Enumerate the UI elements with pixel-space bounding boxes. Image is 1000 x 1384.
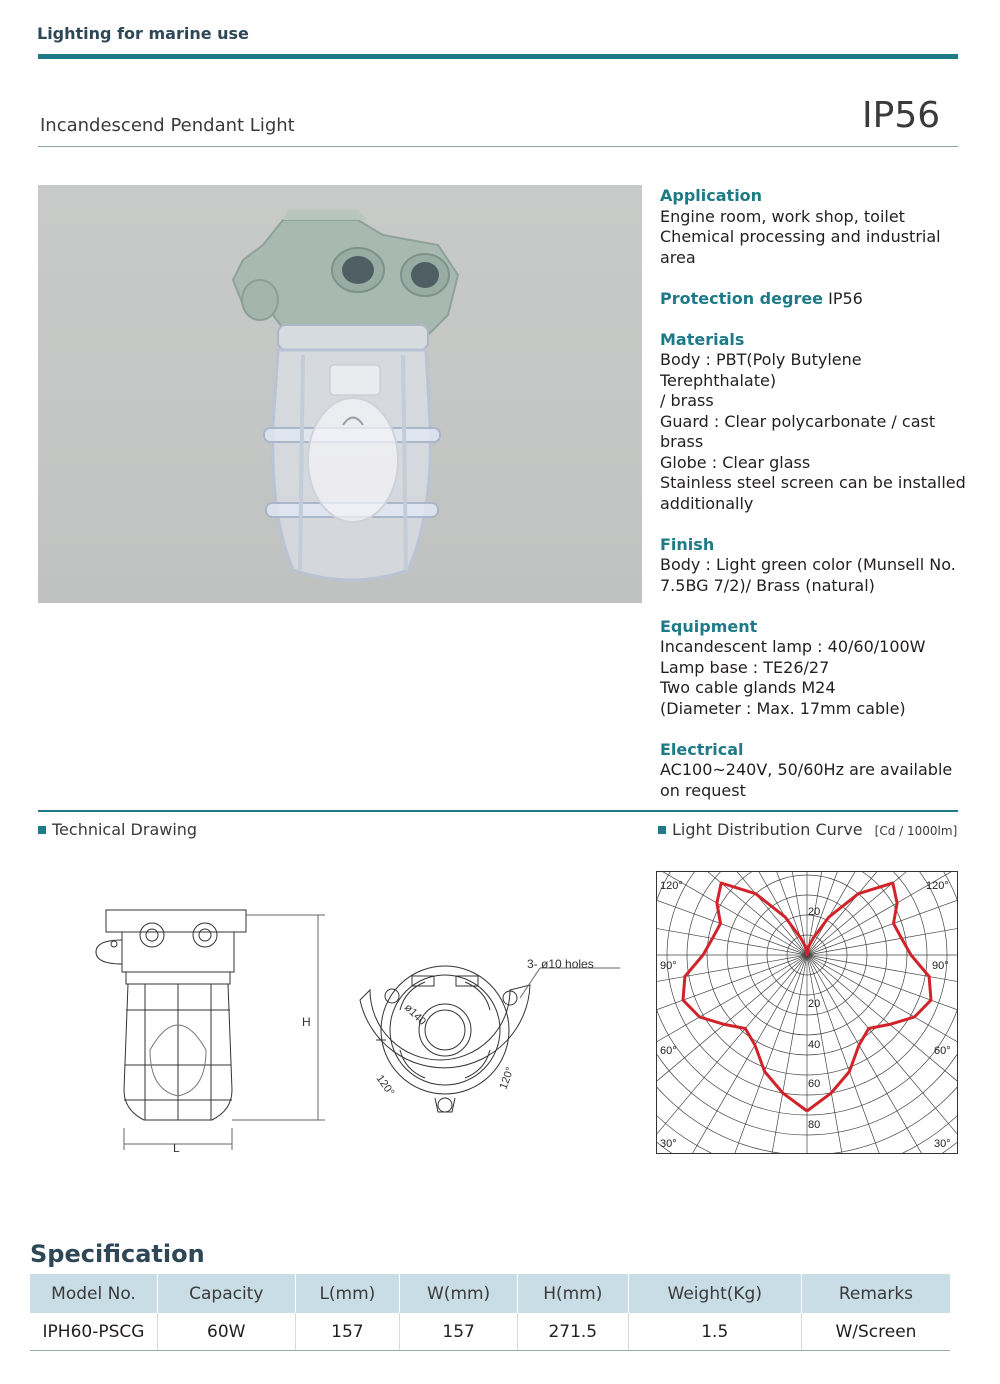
table-cell: 1.5 xyxy=(628,1313,801,1351)
ip-rating: IP56 xyxy=(862,95,941,136)
angle-label-90-left: 90° xyxy=(660,960,677,972)
column-header: W(mm) xyxy=(400,1274,518,1313)
radial-label-80: 80 xyxy=(808,1119,821,1131)
title-divider xyxy=(38,146,958,147)
specification-table xyxy=(30,1274,950,1351)
application-line: Chemical processing and industrial area xyxy=(660,227,941,267)
drawing-angle-left: 120° xyxy=(373,1072,397,1099)
brand-title: Lighting for marine use xyxy=(37,24,249,43)
materials-line: Globe : Clear glass xyxy=(660,452,811,472)
angle-label-120-right: 120° xyxy=(926,880,949,892)
bullet-square-icon xyxy=(658,826,666,834)
header-divider xyxy=(38,54,958,59)
drawing-top-plate xyxy=(106,910,246,932)
equipment-line: Lamp base : TE26/27 xyxy=(660,657,830,677)
materials-line: Body : PBT(Poly Butylene Terephthalate) xyxy=(660,350,862,390)
light-distribution-title: Light Distribution Curve xyxy=(672,820,863,839)
materials-line: additionally xyxy=(660,493,754,513)
electrical-line: AC100~240V, 50/60Hz are available xyxy=(660,760,953,779)
table-cell: 157 xyxy=(295,1313,400,1351)
radial-label-upper-20: 20 xyxy=(808,906,821,918)
drawing-diameter-label: ø140 xyxy=(401,1001,429,1028)
table-cell: 271.5 xyxy=(517,1313,628,1351)
finish-line: 7.5BG 7/2)/ Brass (natural) xyxy=(660,575,875,595)
finish-line: Body : Light green color (Munsell No. xyxy=(660,555,956,574)
angle-label-120-left: 120° xyxy=(660,880,683,892)
application-line: Engine room, work shop, toilet xyxy=(660,206,905,226)
electrical-line: on request xyxy=(660,780,746,800)
radial-label-40: 40 xyxy=(808,1039,821,1051)
materials-line: Stainless steel screen can be installed xyxy=(660,473,966,492)
light-distribution-unit: [Cd / 1000lm] xyxy=(874,824,958,838)
angle-label-90-right: 90° xyxy=(932,960,949,972)
product-title: Incandescend Pendant Light xyxy=(40,115,295,136)
drawing-angle-right: 120° xyxy=(497,1065,517,1092)
drawing-holes-note: 3- ø10 holes xyxy=(527,957,594,971)
spec-details xyxy=(660,186,980,801)
materials-line: / brass xyxy=(660,391,714,410)
equipment-line: Incandescent lamp : 40/60/100W xyxy=(660,637,926,656)
angle-label-60-left: 60° xyxy=(660,1045,677,1057)
table-cell: IPH60-PSCG xyxy=(30,1313,158,1351)
equipment-line: Two cable glands M24 xyxy=(660,678,836,697)
technical-drawing xyxy=(80,900,640,1170)
section-divider xyxy=(38,810,958,812)
table-cell: 157 xyxy=(400,1313,518,1351)
protection-row xyxy=(660,289,980,310)
electrical-heading: Electrical xyxy=(660,739,744,759)
radial-label-20: 20 xyxy=(808,998,821,1010)
technical-drawing-heading xyxy=(38,820,197,839)
column-header: H(mm) xyxy=(517,1274,628,1313)
angle-label-30-right: 30° xyxy=(934,1138,951,1150)
protection-heading: Protection degree xyxy=(660,288,824,308)
technical-drawing-title: Technical Drawing xyxy=(52,820,198,839)
table-row xyxy=(30,1313,950,1351)
materials-heading: Materials xyxy=(660,329,745,349)
light-distribution-chart xyxy=(656,871,958,1154)
specification-title: Specification xyxy=(30,1240,205,1268)
drawing-label-h: H xyxy=(302,1015,311,1029)
pendant-light-illustration xyxy=(38,185,642,603)
materials-line: Guard : Clear polycarbonate / cast brass xyxy=(660,411,936,451)
equipment-heading: Equipment xyxy=(660,616,758,636)
angle-label-30-left: 30° xyxy=(660,1138,677,1150)
column-header: Remarks xyxy=(801,1274,950,1313)
radial-label-60: 60 xyxy=(808,1078,821,1090)
column-header: Model No. xyxy=(30,1274,158,1313)
drawing-label-l: L xyxy=(173,1141,180,1155)
product-photo xyxy=(38,185,642,603)
bullet-square-icon xyxy=(38,826,46,834)
equipment-line: (Diameter : Max. 17mm cable) xyxy=(660,698,906,718)
table-cell: W/Screen xyxy=(801,1313,950,1351)
column-header: Capacity xyxy=(158,1274,296,1313)
application-heading: Application xyxy=(660,186,763,205)
protection-value: IP56 xyxy=(828,288,863,308)
finish-heading: Finish xyxy=(660,534,715,554)
column-header: Weight(Kg) xyxy=(628,1274,801,1313)
light-distribution-heading xyxy=(658,820,957,839)
angle-label-60-right: 60° xyxy=(934,1045,951,1057)
table-header-row xyxy=(30,1274,950,1313)
table-cell: 60W xyxy=(158,1313,296,1351)
column-header: L(mm) xyxy=(295,1274,400,1313)
